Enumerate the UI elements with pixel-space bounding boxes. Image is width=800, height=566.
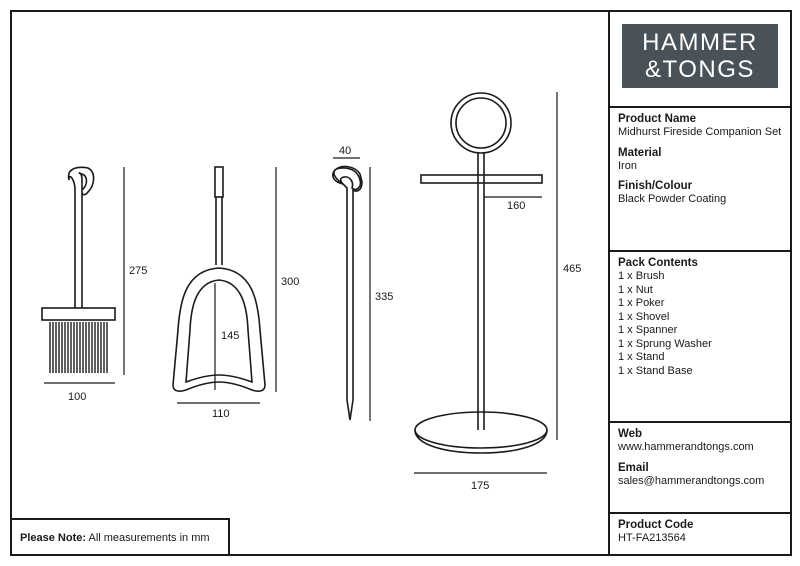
note-label: Please Note: bbox=[20, 532, 87, 544]
pack-contents-section bbox=[610, 250, 792, 430]
pack-item: 1 x Nut bbox=[618, 283, 653, 296]
pack-contents-label: Pack Contents bbox=[618, 257, 698, 269]
poker-width-label: 40 bbox=[339, 145, 352, 157]
brush-drawing bbox=[42, 167, 124, 383]
stand-arm-label: 160 bbox=[507, 200, 526, 212]
poker-height-label: 335 bbox=[375, 291, 394, 303]
note-text: All measurements in mm bbox=[88, 532, 210, 544]
brand-logo bbox=[622, 24, 778, 88]
logo-line-2: &TONGS bbox=[645, 56, 755, 83]
brush-width-label: 100 bbox=[68, 391, 87, 403]
email-label: Email bbox=[618, 461, 649, 474]
material-label: Material bbox=[618, 146, 662, 159]
stand-drawing bbox=[414, 92, 557, 473]
pack-item: 1 x Shovel bbox=[618, 310, 670, 323]
spec-section bbox=[610, 106, 792, 256]
pack-item: 1 x Brush bbox=[618, 270, 665, 282]
shovel-width-label: 110 bbox=[212, 408, 230, 420]
logo-line-1: HAMMER bbox=[642, 29, 758, 56]
product-code-section bbox=[610, 512, 792, 556]
pack-item: 1 x Poker bbox=[618, 297, 665, 309]
poker-drawing bbox=[333, 158, 370, 421]
pack-item: 1 x Spanner bbox=[618, 324, 678, 336]
stand-height-label: 465 bbox=[563, 263, 582, 275]
finish-label: Finish/Colour bbox=[618, 180, 693, 192]
web-value[interactable]: www.hammerandtongs.com bbox=[618, 441, 754, 453]
pack-item: 1 x Sprung Washer bbox=[618, 337, 712, 350]
product-name-label: Product Name bbox=[618, 113, 696, 125]
stand-base-label: 175 bbox=[471, 480, 490, 492]
product-name-value: Midhurst Fireside Companion Set bbox=[618, 126, 782, 138]
product-code-value: HT-FA213564 bbox=[618, 532, 686, 544]
spec-panel bbox=[608, 10, 792, 556]
pack-item: 1 x Stand bbox=[618, 351, 665, 363]
finish-value: Black Powder Coating bbox=[618, 193, 727, 205]
brush-height-label: 275 bbox=[129, 265, 148, 277]
pack-item: 1 x Stand Base bbox=[618, 364, 693, 377]
shovel-blade-label: 145 bbox=[221, 330, 240, 342]
web-label: Web bbox=[618, 428, 643, 440]
product-code-label: Product Code bbox=[618, 519, 694, 531]
measurement-note bbox=[10, 518, 230, 556]
contact-section bbox=[610, 421, 792, 512]
technical-drawing bbox=[10, 10, 608, 556]
material-value: Iron bbox=[618, 159, 637, 172]
email-value[interactable]: sales@hammerandtongs.com bbox=[618, 474, 765, 487]
shovel-height-label: 300 bbox=[281, 276, 300, 288]
shovel-drawing bbox=[173, 167, 276, 403]
